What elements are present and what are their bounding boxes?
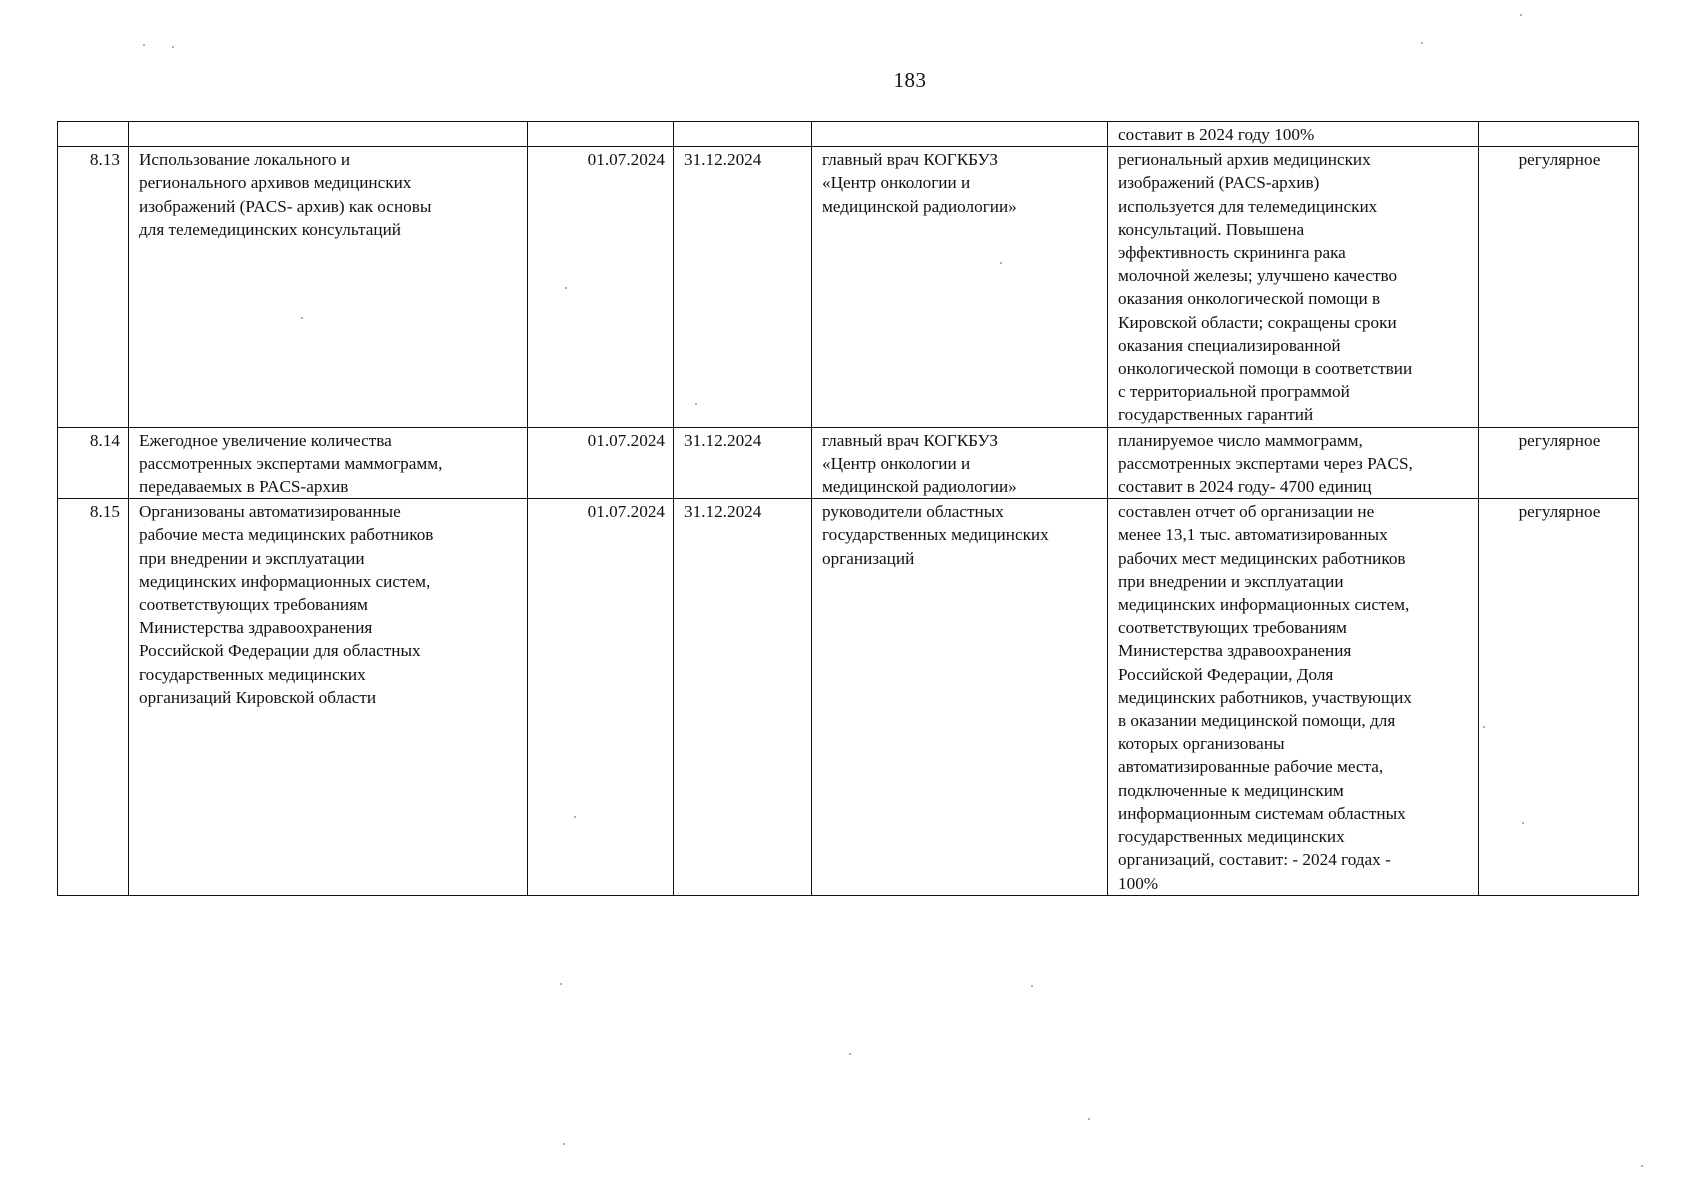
responsible-line: медицинской радиологии» xyxy=(822,477,1017,497)
responsible-line: главный врач КОГКБУЗ xyxy=(822,150,998,170)
description-line: Организованы автоматизированные xyxy=(139,502,401,522)
result-line: используется для телемедицинских xyxy=(1118,196,1378,216)
cell-result xyxy=(1108,499,1479,895)
cell-start-date xyxy=(528,122,674,147)
result-line: консультаций. Повышена xyxy=(1118,219,1305,239)
cell-num: 8.14 xyxy=(58,427,129,499)
cell-end-date: 31.12.2024 xyxy=(674,499,812,895)
activities-table xyxy=(57,121,1639,896)
scan-speck xyxy=(1088,1118,1090,1120)
cell-type: регулярное xyxy=(1479,499,1639,895)
scan-speck xyxy=(1000,262,1002,264)
result-line: планируемое число маммограмм, xyxy=(1118,430,1363,450)
result-line: оказания специализированной xyxy=(1118,335,1341,355)
cell-end-date: 31.12.2024 xyxy=(674,427,812,499)
cell-description xyxy=(129,147,528,427)
cell-result xyxy=(1108,147,1479,427)
description-line: Российской Федерации для областных xyxy=(139,641,421,661)
cell-responsible xyxy=(812,147,1108,427)
result-line: в оказании медицинской помощи, для xyxy=(1118,711,1396,731)
description-line: для телемедицинских консультаций xyxy=(139,219,401,239)
scan-speck xyxy=(1421,42,1423,44)
description-line: Ежегодное увеличение количества xyxy=(139,430,392,450)
result-line: соответствующих требованиям xyxy=(1118,618,1347,638)
cell-type: регулярное xyxy=(1479,427,1639,499)
cell-end-date: 31.12.2024 xyxy=(674,147,812,427)
result-line: Министерства здравоохранения xyxy=(1118,641,1352,661)
result-line: государственных гарантий xyxy=(1118,405,1314,425)
cell-description xyxy=(129,122,528,147)
scan-speck xyxy=(1031,985,1033,987)
result-line: Российской Федерации, Доля xyxy=(1118,664,1334,684)
cell-type: регулярное xyxy=(1479,147,1639,427)
scan-speck xyxy=(1520,14,1522,16)
result-line: оказания онкологической помощи в xyxy=(1118,289,1381,309)
responsible-line: «Центр онкологии и xyxy=(822,173,971,193)
description-line: передаваемых в PACS-архив xyxy=(139,477,349,497)
result-line: медицинских информационных систем, xyxy=(1118,595,1410,615)
responsible-line: государственных медицинских xyxy=(822,525,1049,545)
scan-speck xyxy=(301,317,303,319)
cell-start-date: 01.07.2024 xyxy=(528,147,674,427)
scan-speck xyxy=(565,287,567,289)
table-row xyxy=(58,147,1639,427)
result-line: рассмотренных экспертами через PACS, xyxy=(1118,453,1413,473)
responsible-line: руководители областных xyxy=(822,502,1004,522)
cell-result xyxy=(1108,122,1479,147)
responsible-line: главный врач КОГКБУЗ xyxy=(822,430,998,450)
result-line: Кировской области; сокращены сроки xyxy=(1118,312,1397,332)
result-line: которых организованы xyxy=(1118,734,1285,754)
cell-start-date: 01.07.2024 xyxy=(528,499,674,895)
result-line: подключенные к медицинским xyxy=(1118,780,1344,800)
result-line: медицинских работников, участвующих xyxy=(1118,687,1412,707)
description-line: рассмотренных экспертами маммограмм, xyxy=(139,453,443,473)
result-line: автоматизированные рабочие места, xyxy=(1118,757,1384,777)
cell-start-date: 01.07.2024 xyxy=(528,427,674,499)
description-line: соответствующих требованиям xyxy=(139,595,368,615)
table-row xyxy=(58,427,1639,499)
result-line: онкологической помощи в соответствии xyxy=(1118,359,1413,379)
responsible-line: медицинской радиологии» xyxy=(822,196,1017,216)
cell-responsible xyxy=(812,499,1108,895)
page-number: 183 xyxy=(893,68,927,92)
result-line: составлен отчет об организации не xyxy=(1118,502,1375,522)
cell-responsible xyxy=(812,122,1108,147)
description-line: регионального архивов медицинских xyxy=(139,173,412,193)
table-row-continuation xyxy=(58,122,1639,147)
scan-speck xyxy=(1522,822,1524,824)
result-line: региональный архив медицинских xyxy=(1118,150,1371,170)
description-line: рабочие места медицинских работников xyxy=(139,525,434,545)
scan-speck xyxy=(563,1143,565,1145)
cell-num xyxy=(58,122,129,147)
result-line: при внедрении и эксплуатации xyxy=(1118,571,1344,591)
cell-responsible xyxy=(812,427,1108,499)
description-line: при внедрении и эксплуатации xyxy=(139,548,365,568)
result-line: с территориальной программой xyxy=(1118,382,1350,402)
result-line: менее 13,1 тыс. автоматизированных xyxy=(1118,525,1388,545)
cell-description xyxy=(129,427,528,499)
result-line: эффективность скрининга рака xyxy=(1118,243,1346,263)
scan-speck xyxy=(172,46,174,48)
cell-result xyxy=(1108,427,1479,499)
cell-num: 8.13 xyxy=(58,147,129,427)
result-line: составит в 2024 году- 4700 единиц xyxy=(1118,477,1372,497)
scan-speck xyxy=(1483,726,1485,728)
description-line: государственных медицинских xyxy=(139,664,366,684)
result-line: информационным системам областных xyxy=(1118,803,1406,823)
scan-speck xyxy=(849,1053,851,1055)
scan-speck xyxy=(560,983,562,985)
description-line: Министерства здравоохранения xyxy=(139,618,373,638)
description-line: изображений (PACS- архив) как основы xyxy=(139,196,432,216)
result-line: составит в 2024 году 100% xyxy=(1118,125,1315,144)
result-line: 100% xyxy=(1118,873,1159,893)
responsible-line: организаций xyxy=(822,548,915,568)
scan-speck xyxy=(574,816,576,818)
cell-description xyxy=(129,499,528,895)
result-line: организаций, составит: - 2024 годах - xyxy=(1118,850,1391,870)
cell-num: 8.15 xyxy=(58,499,129,895)
table-row xyxy=(58,499,1639,895)
description-line: Использование локального и xyxy=(139,150,351,170)
scan-speck xyxy=(695,403,697,405)
cell-type xyxy=(1479,122,1639,147)
result-line: рабочих мест медицинских работников xyxy=(1118,548,1406,568)
description-line: медицинских информационных систем, xyxy=(139,571,431,591)
result-line: изображений (PACS-архив) xyxy=(1118,173,1320,193)
result-line: государственных медицинских xyxy=(1118,827,1345,847)
scan-speck xyxy=(1641,1165,1643,1167)
responsible-line: «Центр онкологии и xyxy=(822,453,971,473)
result-line: молочной железы; улучшено качество xyxy=(1118,266,1398,286)
description-line: организаций Кировской области xyxy=(139,687,377,707)
cell-end-date xyxy=(674,122,812,147)
scan-speck xyxy=(143,44,145,46)
